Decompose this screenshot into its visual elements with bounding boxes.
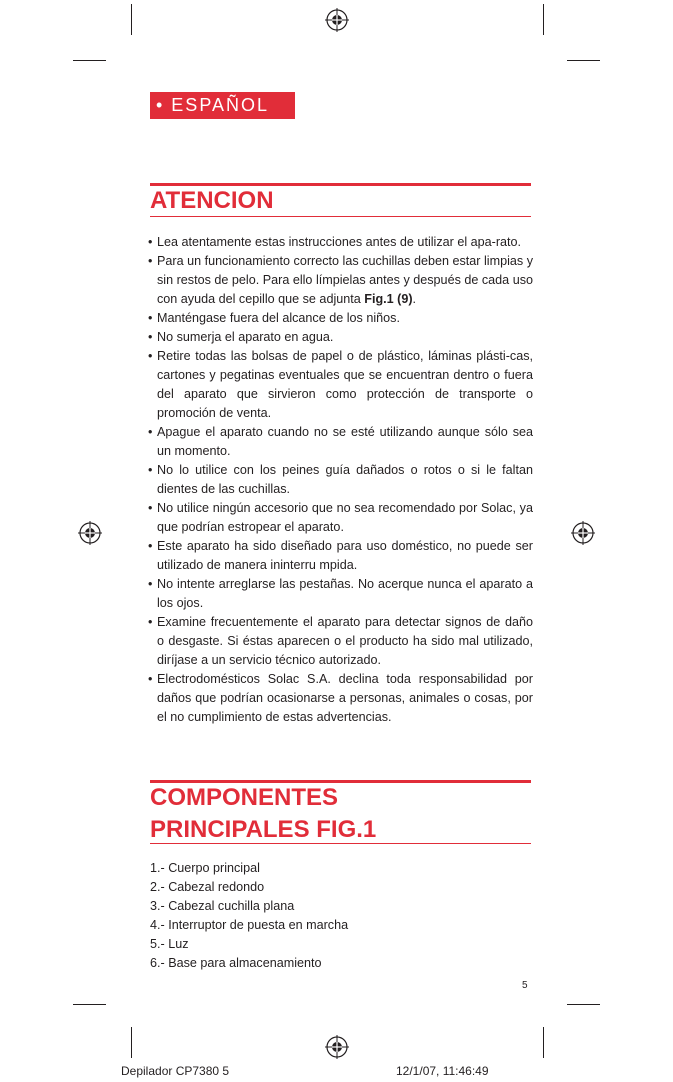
list-item: 5.- Luz bbox=[150, 937, 189, 951]
list-item: 4.- Interruptor de puesta en marcha bbox=[150, 918, 349, 932]
warnings-list bbox=[148, 233, 533, 727]
registration-mark-icon bbox=[78, 521, 102, 545]
list-item: • No intente arreglarse las pestañas. No acerque nunca el aparato a los ojos. bbox=[148, 575, 533, 613]
crop-mark bbox=[73, 60, 106, 61]
list-item: • Electrodomésticos Solac S.A. declina toda responsabilidad por daños que podrían ocasionarse a personas, animales o cosas, por el no cumplimiento de estas advertencias. bbox=[148, 670, 533, 727]
components-list bbox=[150, 859, 530, 973]
list-item: 2.- Cabezal redondo bbox=[150, 880, 265, 894]
crop-mark bbox=[567, 1004, 600, 1005]
list-item: • Manténgase fuera del alcance de los niños. bbox=[148, 309, 533, 328]
language-badge: • ESPAÑOL bbox=[150, 92, 295, 119]
components-title-line2: PRINCIPALES FIG.1 bbox=[150, 816, 377, 843]
footer-file-label: Depilador CP7380 5 bbox=[121, 1064, 230, 1078]
page-number: 5 bbox=[522, 980, 528, 991]
crop-mark bbox=[543, 1027, 544, 1058]
components-title-line1: COMPONENTES bbox=[150, 784, 339, 811]
list-item: • Lea atentamente estas instrucciones antes de utilizar el apa-rato. bbox=[148, 233, 533, 252]
list-item: 1.- Cuerpo principal bbox=[150, 861, 260, 875]
footer-timestamp: 12/1/07, 11:46:49 bbox=[396, 1064, 489, 1078]
crop-mark bbox=[131, 1027, 132, 1058]
section-rule-bottom bbox=[150, 216, 531, 217]
crop-mark bbox=[131, 4, 132, 35]
list-item: • Examine frecuentemente el aparato para detectar signos de daño o desgaste. Si éstas aparecen o el producto ha sido mal utilizado, diríjase a un servicio técnico autorizado. bbox=[148, 613, 533, 670]
warnings-title: ATENCION bbox=[150, 187, 274, 214]
list-item: • Para un funcionamiento correcto las cuchillas deben estar limpias y sin restos de pelo. Para ello límpielas antes y después de cada uso con ayuda del cepillo que se adjunta Fig.1 (9). bbox=[148, 252, 533, 309]
list-item: 3.- Cabezal cuchilla plana bbox=[150, 899, 295, 913]
section-rule-bottom bbox=[150, 843, 531, 844]
crop-mark bbox=[73, 1004, 106, 1005]
figure-reference: Fig.1 (9) bbox=[364, 292, 413, 306]
list-item: 6.- Base para almacenamiento bbox=[150, 956, 322, 970]
registration-mark-icon bbox=[571, 521, 595, 545]
crop-mark bbox=[567, 60, 600, 61]
crop-mark bbox=[543, 4, 544, 35]
list-item: • Este aparato ha sido diseñado para uso doméstico, no puede ser utilizado de manera ininterru mpida. bbox=[148, 537, 533, 575]
registration-mark-icon bbox=[325, 8, 349, 32]
registration-mark-icon bbox=[325, 1035, 349, 1059]
list-item: • Retire todas las bolsas de papel o de plástico, láminas plásti-cas, cartones y pegatinas eventuales que se encuentran dentro o fuera del aparato que sirvieron como protección de transporte o promoción de venta. bbox=[148, 347, 533, 423]
list-item: • No lo utilice con los peines guía dañados o rotos o si le faltan dientes de las cuchillas. bbox=[148, 461, 533, 499]
list-item: • No sumerja el aparato en agua. bbox=[148, 328, 533, 347]
list-item: • No utilice ningún accesorio que no sea recomendado por Solac, ya que podrían estropear el aparato. bbox=[148, 499, 533, 537]
list-item: • Apague el aparato cuando no se esté utilizando aunque sólo sea un momento. bbox=[148, 423, 533, 461]
